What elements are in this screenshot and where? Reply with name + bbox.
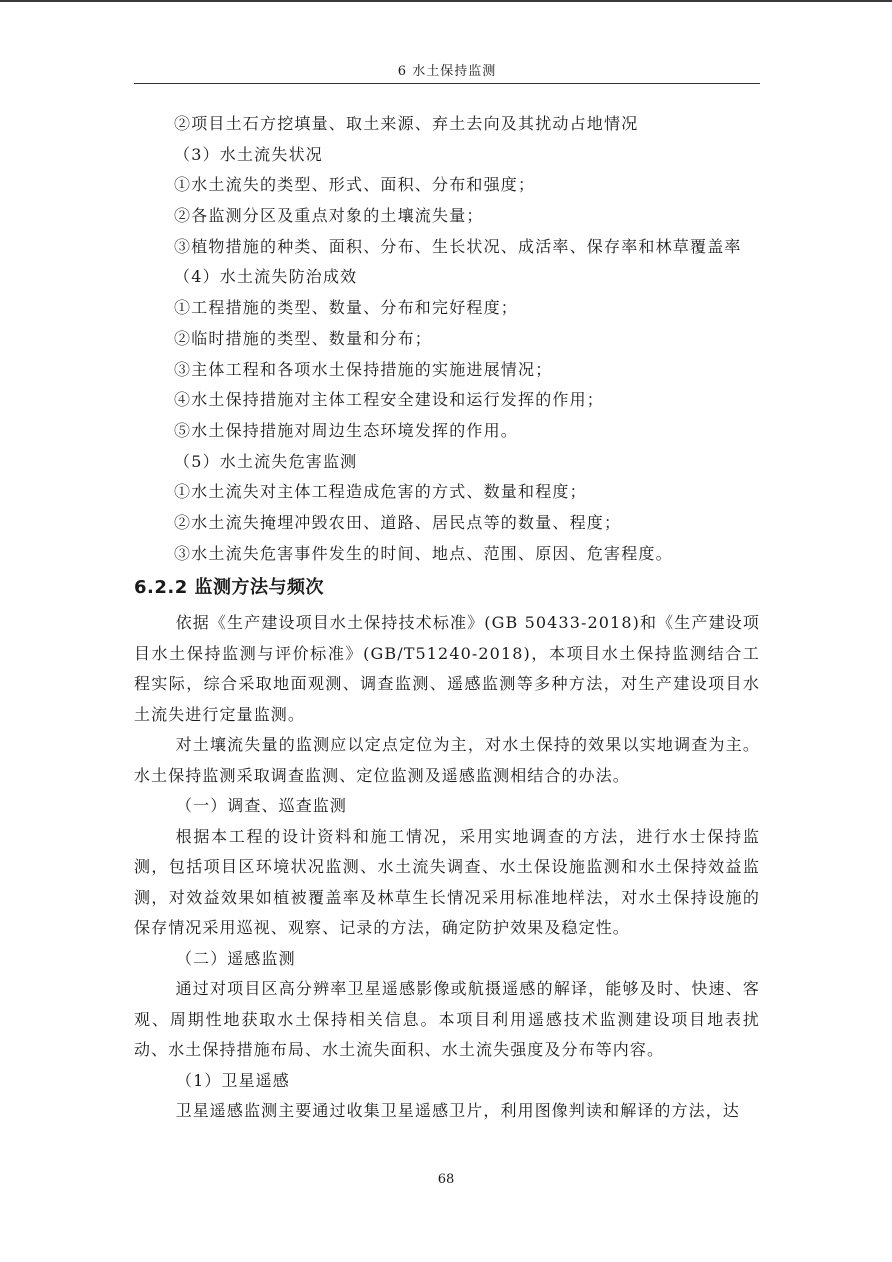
list-line: ④水土保持措施对主体工程安全建设和运行发挥的作用；	[174, 390, 605, 410]
list-line: ③水土流失危害事件发生的时间、地点、范围、原因、危害程度。	[174, 543, 673, 563]
list-line: ②水土流失掩埋冲毁农田、道路、居民点等的数量、程度；	[174, 512, 622, 532]
list-line: （3）水土流失状况	[174, 144, 323, 164]
list-line: ①水土流失对主体工程造成危害的方式、数量和程度；	[174, 482, 587, 502]
section-heading: 6.2.2 监测方法与频次	[134, 577, 325, 599]
subheading-remote-sensing: （二）遥感监测	[176, 948, 296, 968]
list-line: （4）水土流失防治成效	[174, 267, 358, 287]
list-line: ①工程措施的类型、数量、分布和完好程度；	[174, 298, 519, 318]
list-line: ⑤水土保持措施对周边生态环境发挥的作用。	[174, 420, 519, 440]
list-line: （5）水土流失危害监测	[174, 451, 358, 471]
monitoring-content-list	[134, 109, 760, 569]
list-line: ②临时措施的类型、数量和分布；	[174, 328, 433, 348]
list-line: ③主体工程和各项水土保持措施的实施进展情况；	[174, 359, 553, 379]
paragraph-standards: 依据《生产建设项目水土保持技术标准》(GB 50433-2018)和《生产建设项目水土保持监测与评价标准》(GB/T51240-2018)，本项目水土保持监测结合工程实际，综合采取地面观测、调查监测、遥感监测等多种方法，对生产建设项目水土流失进行定量监测。	[134, 613, 760, 724]
list-line: ③植物措施的种类、面积、分布、生长状况、成活率、保存率和林草覆盖率	[174, 236, 742, 256]
paragraph-satellite: 卫星遥感监测主要通过收集卫星遥感卫片，利用图像判读和解译的方法，达	[175, 1101, 740, 1121]
running-header: 6 水土保持监测	[134, 62, 760, 84]
list-line: ①水土流失的类型、形式、面积、分布和强度；	[174, 175, 536, 195]
paragraph-survey: 根据本工程的设计资料和施工情况，采用实地调查的方法，进行水士保持监测，包括项目区环境状况监测、水土流失调查、水土保设施监测和水土保持效益监测，对效益效果如植被覆盖率及林草生长情况采用标准地样法，对水土保持设施的保存情况采用巡视、观察、记录的方法，确定防护效果及稳定性。	[134, 826, 760, 938]
page-number: 68	[437, 1172, 455, 1187]
page-body	[134, 109, 760, 1127]
list-line: ②项目土石方挖填量、取土来源、弃土去向及其扰动占地情况	[174, 114, 639, 133]
list-line: ②各监测分区及重点对象的土壤流失量；	[174, 206, 484, 226]
paragraph-soil-loss: 对土壤流失量的监测应以定点定位为主，对水土保持的效果以实地调查为主。水土保持监测采取调查监测、定位监测及遥感监测相结合的办法。	[134, 735, 760, 785]
top-border-line	[0, 0, 892, 2]
subheading-satellite: （1）卫星遥感	[176, 1070, 290, 1090]
paragraph-remote-sensing: 通过对项目区高分辨率卫星遥感影像或航摄遥感的解译，能够及时、快速、客观、周期性地获取水土保持相关信息。本项目利用遥感技术监测建设项目地表扰动、水土保持措施布局、水土流失面积、水土流失强度及分布等内容。	[134, 979, 760, 1060]
subheading-survey: （一）调查、巡查监测	[176, 796, 348, 816]
